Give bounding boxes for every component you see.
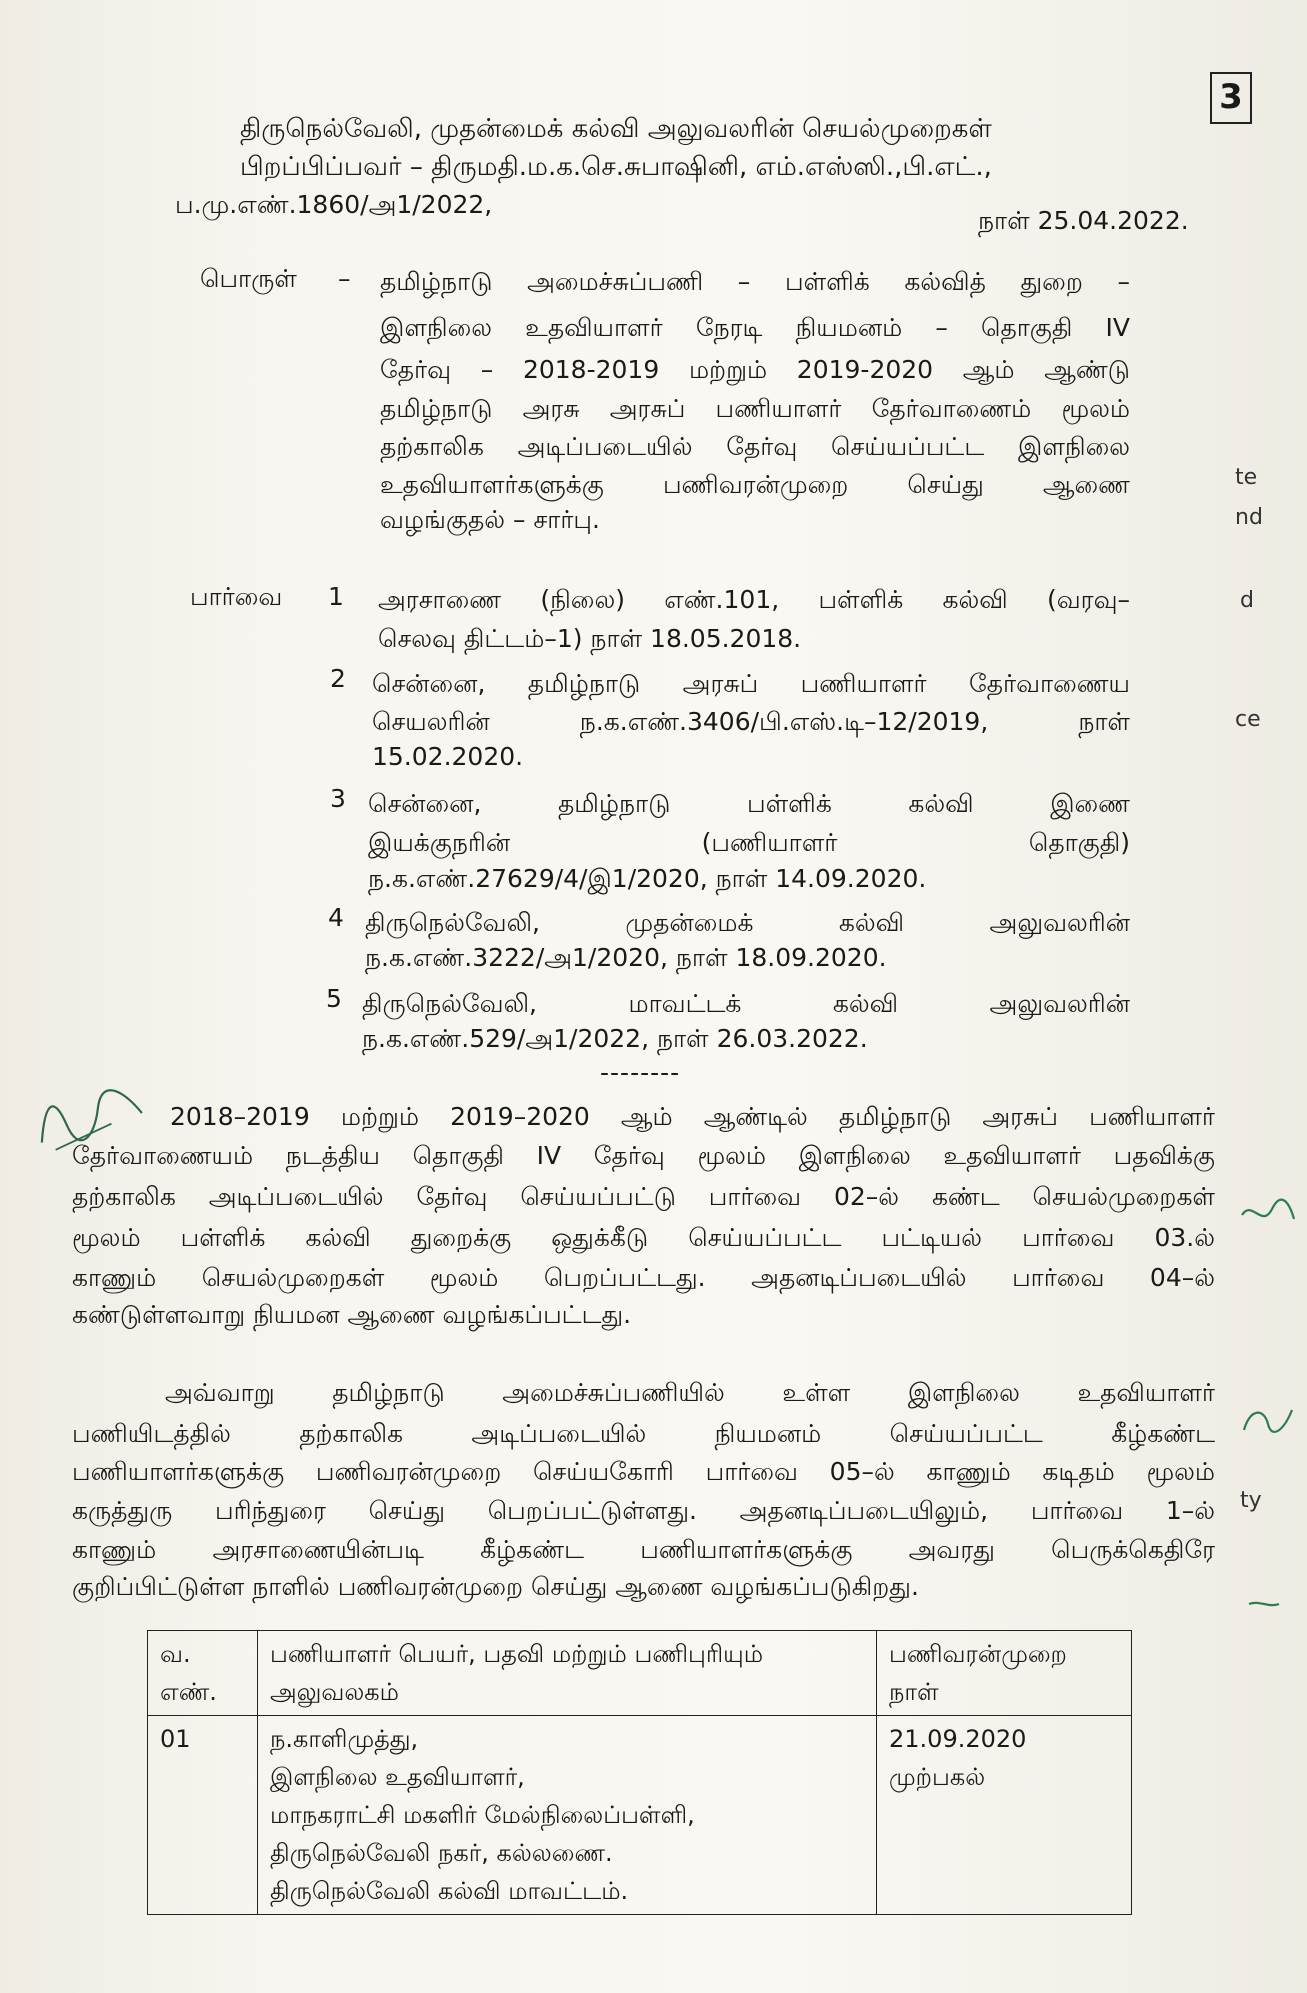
reference-number: 5 [326, 984, 342, 1013]
references-label: பார்வை [190, 582, 283, 611]
handwritten-scribble-icon [1238, 1195, 1298, 1235]
reference-line: திருநெல்வேலி, முதன்மைக் கல்வி அலுவலரின் [365, 908, 1130, 937]
employee-school: மாநகராட்சி மகளிர் மேல்நிலைப்பள்ளி, [270, 1801, 695, 1829]
page-number: 3 [1210, 72, 1252, 124]
table-header-row [148, 1631, 1132, 1716]
cell-employee-details [258, 1716, 877, 1915]
subject-line: தமிழ்நாடு அமைச்சுப்பணி – பள்ளிக் கல்வித் துறை – [380, 267, 1130, 296]
reference-line: செயலரின் ந.க.எண்.3406/பி.எஸ்.டி–12/2019, நாள் [372, 707, 1130, 736]
subject-line: இளநிலை உதவியாளர் நேரடி நியமனம் – தொகுதி IV [380, 313, 1130, 342]
reference-line: இயக்குநரின் (பணியாளர் தொகுதி) [368, 828, 1130, 857]
paragraph-line: பணியாளர்களுக்கு பணிவரன்முறை செய்யகோரி பார்வை 05–ல் காணும் கடிதம் மூலம் [72, 1457, 1215, 1486]
subject-line: தமிழ்நாடு அரசு அரசுப் பணியாளர் தேர்வாணைம் மூலம் [380, 394, 1130, 423]
reference-line: 15.02.2020. [372, 742, 524, 771]
subject-label: பொருள் [200, 264, 297, 293]
subject-line: தேர்வு – 2018-2019 மற்றும் 2019-2020 ஆம் ஆண்டு [380, 355, 1130, 384]
paragraph-line: அவ்வாறு தமிழ்நாடு அமைச்சுப்பணியில் உள்ள இளநிலை உதவியாளர் [165, 1378, 1215, 1407]
separator-line: -------- [600, 1058, 681, 1087]
margin-fragment: ty [1240, 1488, 1262, 1513]
employee-post: இளநிலை உதவியாளர், [270, 1763, 525, 1791]
paragraph-line: காணும் அரசாணையின்படி கீழ்கண்ட பணியாளர்களுக்கு அவரது பெருக்கெதிரே [72, 1535, 1215, 1564]
reference-number: 4 [328, 903, 344, 932]
subject-line: தற்காலிக அடிப்படையில் தேர்வு செய்யப்பட்ட இளநிலை [380, 432, 1130, 461]
employee-district: திருநெல்வேலி கல்வி மாவட்டம். [270, 1877, 629, 1905]
reference-number: 2 [330, 664, 346, 693]
reference-line: ந.க.எண்.27629/4/இ1/2020, நாள் 14.09.2020. [368, 864, 927, 893]
reference-number: 3 [330, 784, 346, 813]
reference-line: சென்னை, தமிழ்நாடு அரசுப் பணியாளர் தேர்வாணைய [372, 669, 1130, 698]
reference-line: செலவு திட்டம்–1) நாள் 18.05.2018. [378, 624, 802, 653]
regularisation-table [147, 1630, 1132, 1915]
paragraph-line: பணியிடத்தில் தற்காலிக அடிப்படையில் நியமனம் செய்யப்பட்ட கீழ்கண்ட [72, 1419, 1215, 1448]
paragraph-line: மூலம் பள்ளிக் கல்வி துறைக்கு ஒதுக்கீடு செய்யப்பட்ட பட்டியல் பார்வை 03.ல் [72, 1223, 1215, 1252]
paragraph-line: குறிப்பிட்டுள்ள நாளில் பணிவரன்முறை செய்து ஆணை வழங்கப்படுகிறது. [72, 1572, 919, 1601]
regularisation-session: முற்பகல் [889, 1763, 986, 1791]
paragraph-line: கருத்துரு பரிந்துரை செய்து பெறப்பட்டுள்ளது. அதனடிப்படையிலும், பார்வை 1–ல் [72, 1496, 1215, 1525]
margin-fragment: d [1240, 588, 1254, 613]
handwritten-mark [1245, 1590, 1285, 1628]
reference-line: ந.க.எண்.3222/அ1/2020, நாள் 18.09.2020. [365, 943, 887, 972]
paragraph-line: தேர்வாணையம் நடத்திய தொகுதி IV தேர்வு மூலம் இளநிலை உதவியாளர் பதவிக்கு [72, 1141, 1215, 1170]
employee-name: ந.காளிமுத்து, [270, 1725, 419, 1753]
subject-line: உதவியாளர்களுக்கு பணிவரன்முறை செய்து ஆணை [380, 470, 1130, 499]
cell-regularisation-date [877, 1716, 1132, 1915]
paragraph-line: தற்காலிக அடிப்படையில் தேர்வு செய்யப்பட்டு பார்வை 02–ல் கண்ட செயல்முறைகள் [72, 1182, 1215, 1211]
margin-fragment: te [1235, 465, 1258, 490]
reference-line: அரசாணை (நிலை) எண்.101, பள்ளிக் கல்வி (வரவு– [378, 585, 1130, 614]
reference-line: திருநெல்வேலி, மாவட்டக் கல்வி அலுவலரின் [362, 989, 1130, 1018]
employee-place: திருநெல்வேலி நகர், கல்லணை. [270, 1839, 613, 1867]
reference-line: ந.க.எண்.529/அ1/2022, நாள் 26.03.2022. [362, 1024, 868, 1053]
header-cell-date: பணிவரன்முறை நாள் [877, 1631, 1132, 1716]
table-row [148, 1716, 1132, 1915]
reference-number: 1 [328, 582, 344, 611]
margin-fragment: nd [1235, 505, 1263, 530]
order-date: நாள் 25.04.2022. [978, 206, 1189, 235]
margin-fragment: ce [1235, 707, 1261, 732]
paragraph-line: கண்டுள்ளவாறு நியமன ஆணை வழங்கப்பட்டது. [72, 1300, 632, 1329]
paragraph-line: 2018–2019 மற்றும் 2019–2020 ஆம் ஆண்டில் தமிழ்நாடு அரசுப் பணியாளர் [170, 1102, 1215, 1131]
handwritten-scribble-icon [1238, 1400, 1298, 1440]
reference-number: ப.மு.எண்.1860/அ1/2022, [175, 190, 493, 219]
subject-dash: – [338, 264, 351, 293]
header-cell-serial: வ. எண். [148, 1631, 258, 1716]
handwritten-mark [1238, 1400, 1298, 1448]
subject-line: வழங்குதல் – சார்பு. [380, 505, 600, 534]
regularisation-date: 21.09.2020 [889, 1725, 1027, 1753]
paragraph-line: காணும் செயல்முறைகள் மூலம் பெறப்பட்டது. அதனடிப்படையில் பார்வை 04–ல் [72, 1263, 1215, 1292]
header-title: திருநெல்வேலி, முதன்மைக் கல்வி அலுவலரின் செயல்முறைகள் [240, 114, 992, 144]
reference-line: சென்னை, தமிழ்நாடு பள்ளிக் கல்வி இணை [368, 789, 1130, 818]
header-cell-employee: பணியாளர் பெயர், பதவி மற்றும் பணிபுரியும் அலுவலகம் [258, 1631, 877, 1716]
handwritten-scribble-icon [1245, 1590, 1285, 1620]
cell-serial: 01 [148, 1716, 258, 1915]
handwritten-mark [1238, 1195, 1298, 1243]
header-issuer: பிறப்பிப்பவர் – திருமதி.ம.க.செ.சுபாஷினி, எம்.எஸ்ஸி.,பி.எட்., [240, 152, 992, 182]
